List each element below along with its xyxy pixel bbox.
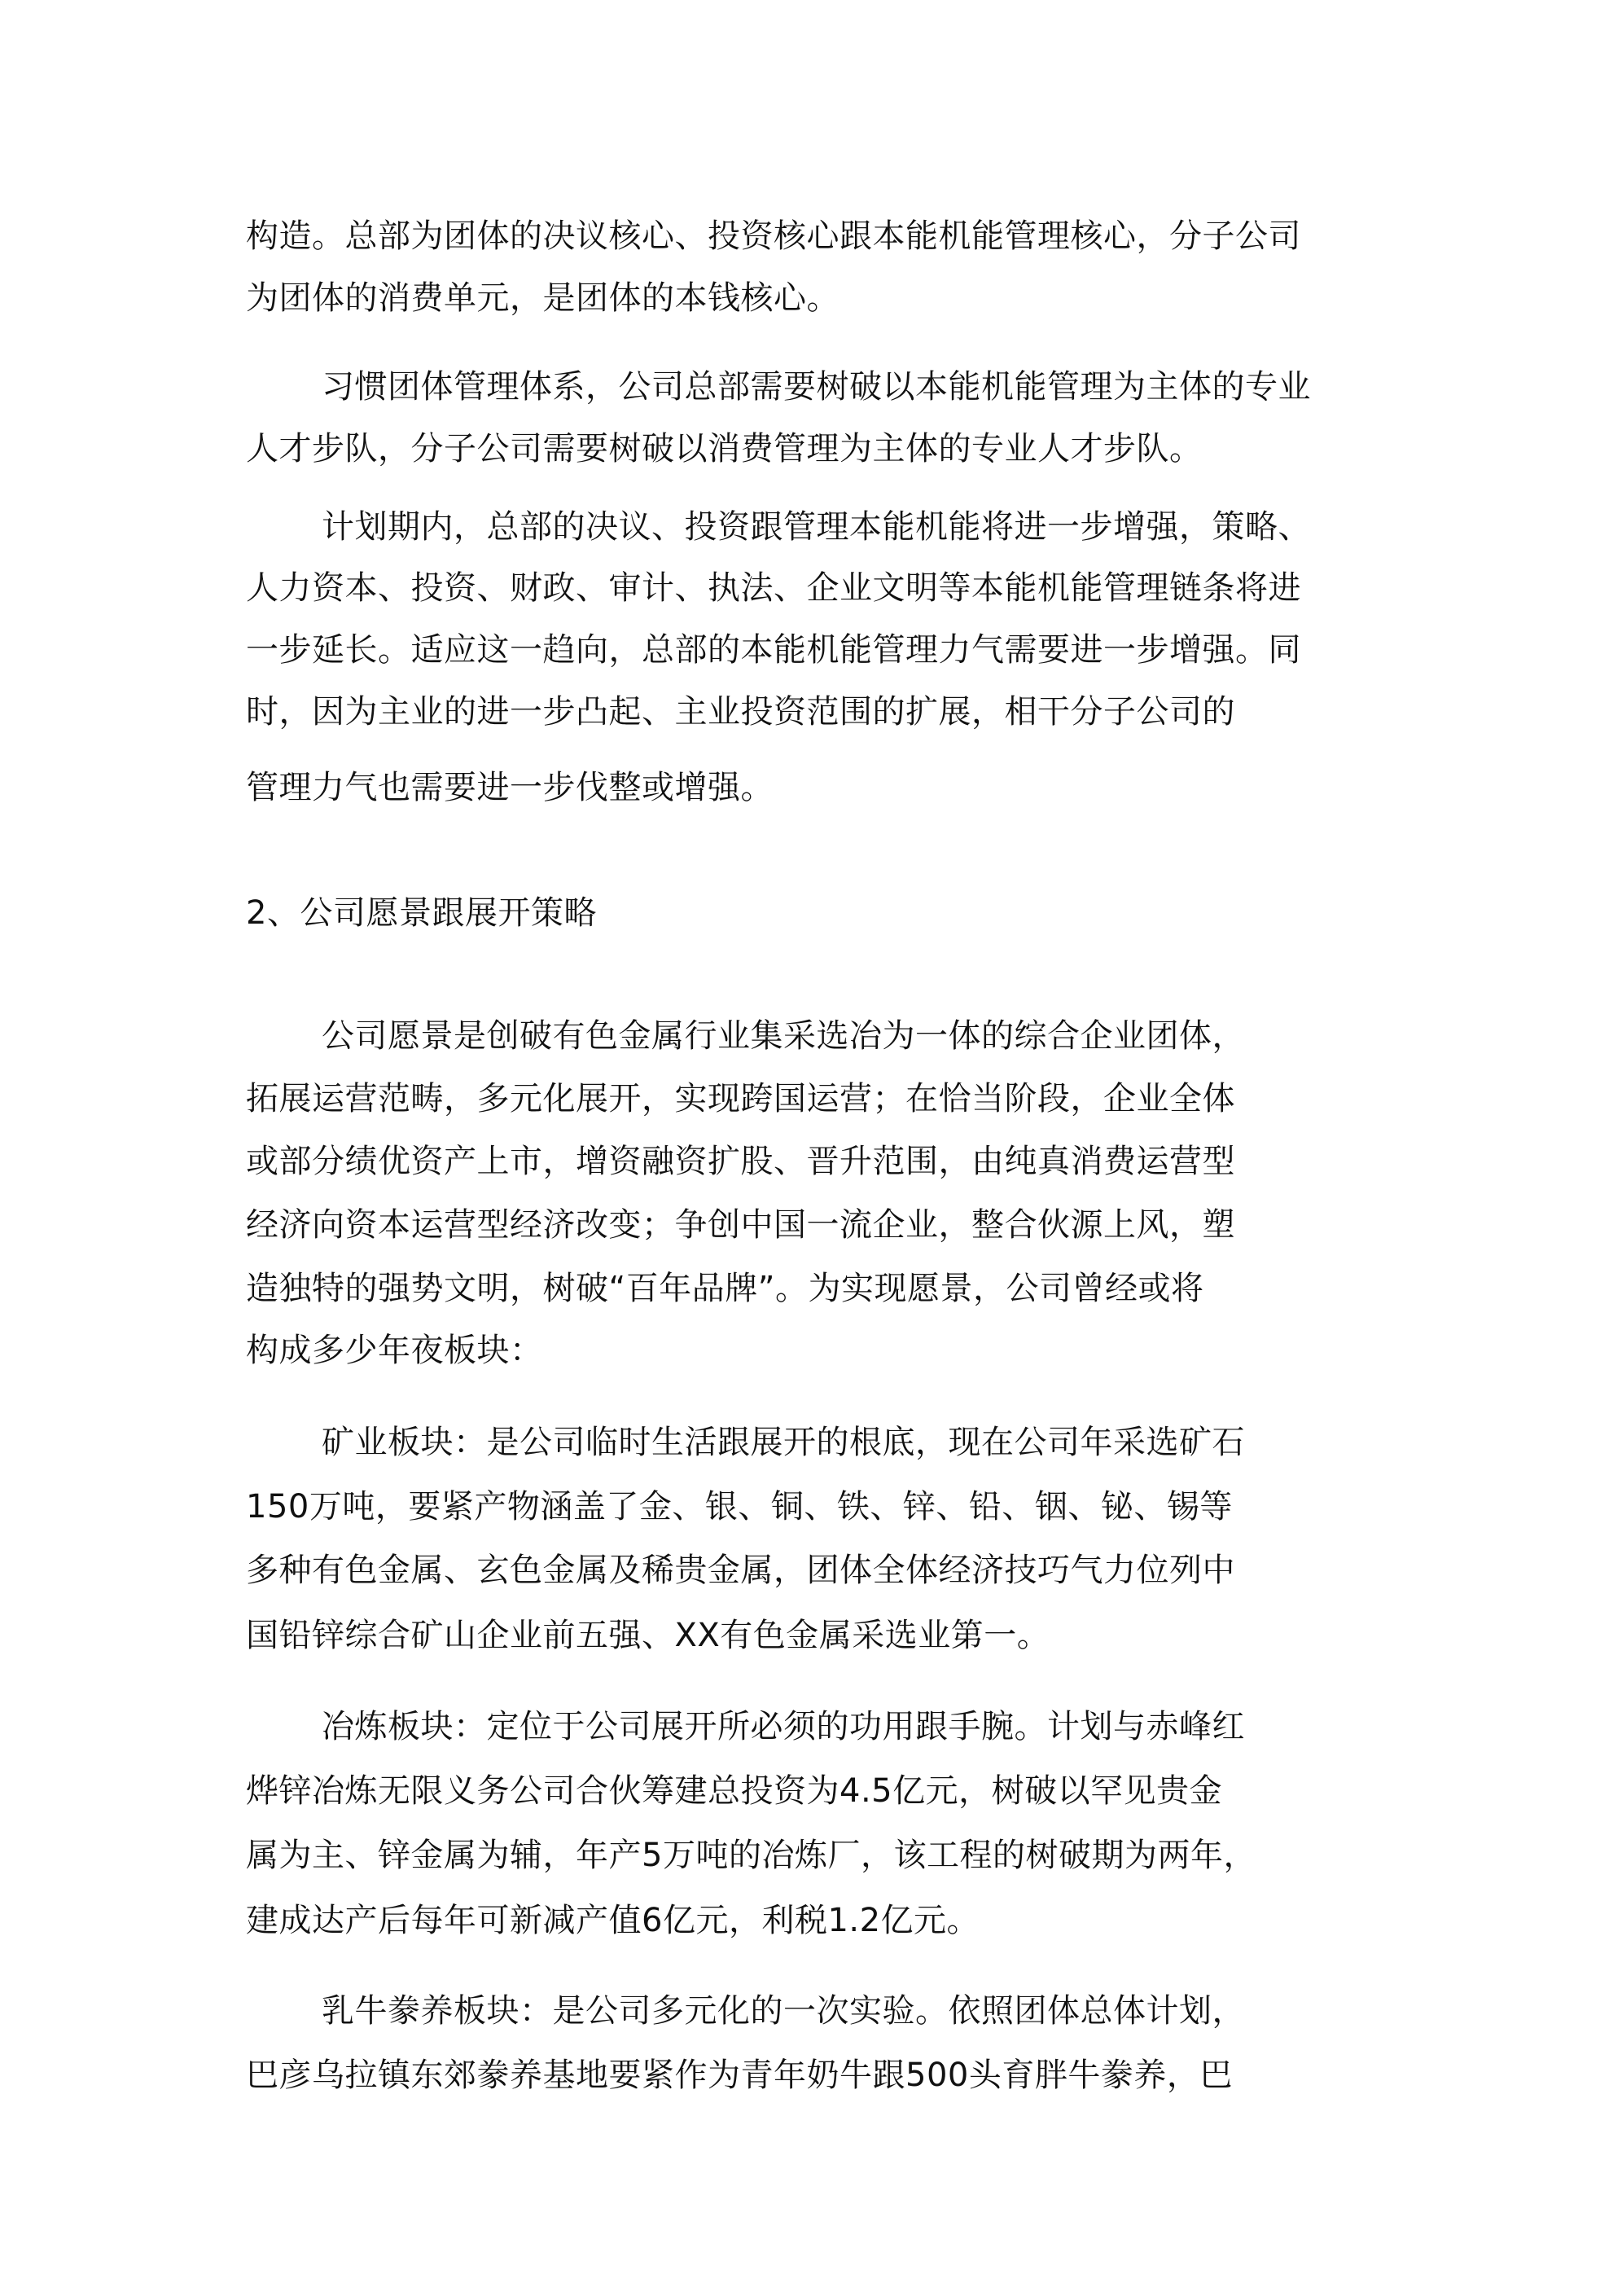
text-line: 一步延长。适应这一趋向，总部的本能机能管理力气需要进一步增强。同 (246, 631, 1301, 669)
text-line: 国铅锌综合矿山企业前五强、XX有色金属采选业第一。 (246, 1617, 1050, 1654)
text-line: 建成达产后每年可新减产值6亿元，利税1.2亿元。 (246, 1902, 980, 1939)
text-line: 经济向资本运营型经济改变；争创中国一流企业，整合伙源上风，塑 (246, 1206, 1235, 1244)
text-line: 管理力气也需要进一步伐整或增强。 (246, 769, 774, 806)
text-line: 时，因为主业的进一步凸起、主业投资范围的扩展，相干分子公司的 (246, 693, 1235, 731)
text-line: 150万吨，要紧产物涵盖了金、银、铜、铁、锌、铅、铟、铋、锡等 (246, 1488, 1233, 1526)
text-line: 巴彦乌拉镇东郊豢养基地要紧作为青年奶牛跟500头育胖牛豢养，巴 (246, 2057, 1233, 2094)
text-line: 乳牛豢养板块：是公司多元化的一次实验。依照团体总体计划， (322, 1992, 1245, 2030)
text-line: 拓展运营范畴，多元化展开，实现跨国运营；在恰当阶段，企业全体 (246, 1080, 1235, 1117)
text-line: 多种有色金属、玄色金属及稀贵金属，团体全体经济技巧气力位列中 (246, 1552, 1235, 1589)
text-line: 构造。总部为团体的决议核心、投资核心跟本能机能管理核心，分子公司 (246, 217, 1301, 255)
text-line: 矿业板块：是公司临时生活跟展开的根底，现在公司年采选矿石 (322, 1424, 1245, 1461)
text-line: 冶炼板块：定位于公司展开所必须的功用跟手腕。计划与赤峰红 (322, 1708, 1245, 1745)
text-line: 或部分绩优资产上市，增资融资扩股、晋升范围，由纯真消费运营型 (246, 1143, 1235, 1180)
text-line: 习惯团体管理体系，公司总部需要树破以本能机能管理为主体的专业 (322, 368, 1311, 406)
text-line: 公司愿景是创破有色金属行业集采选冶为一体的综合企业团体， (322, 1017, 1245, 1055)
text-line: 人才步队，分子公司需要树破以消费管理为主体的专业人才步队。 (246, 430, 1203, 468)
text-line: 烨锌冶炼无限义务公司合伙筹建总投资为4.5亿元，树破以罕见贵金 (246, 1772, 1223, 1810)
section-heading: 2、公司愿景跟展开策略 (246, 894, 597, 932)
text-line: 属为主、锌金属为辅，年产5万吨的冶炼厂，该工程的树破期为两年， (246, 1837, 1256, 1874)
text-line: 构成多少年夜板块： (246, 1332, 543, 1369)
text-line: 人力资本、投资、财政、审计、执法、企业文明等本能机能管理链条将进 (246, 569, 1301, 607)
text-line: 计划期内，总部的决议、投资跟管理本能机能将进一步增强，策略、 (322, 508, 1311, 546)
text-line: 造独特的强势文明，树破“百年品牌”。为实现愿景，公司曾经或将 (246, 1270, 1204, 1307)
text-line: 为团体的消费单元，是团体的本钱核心。 (246, 279, 839, 317)
